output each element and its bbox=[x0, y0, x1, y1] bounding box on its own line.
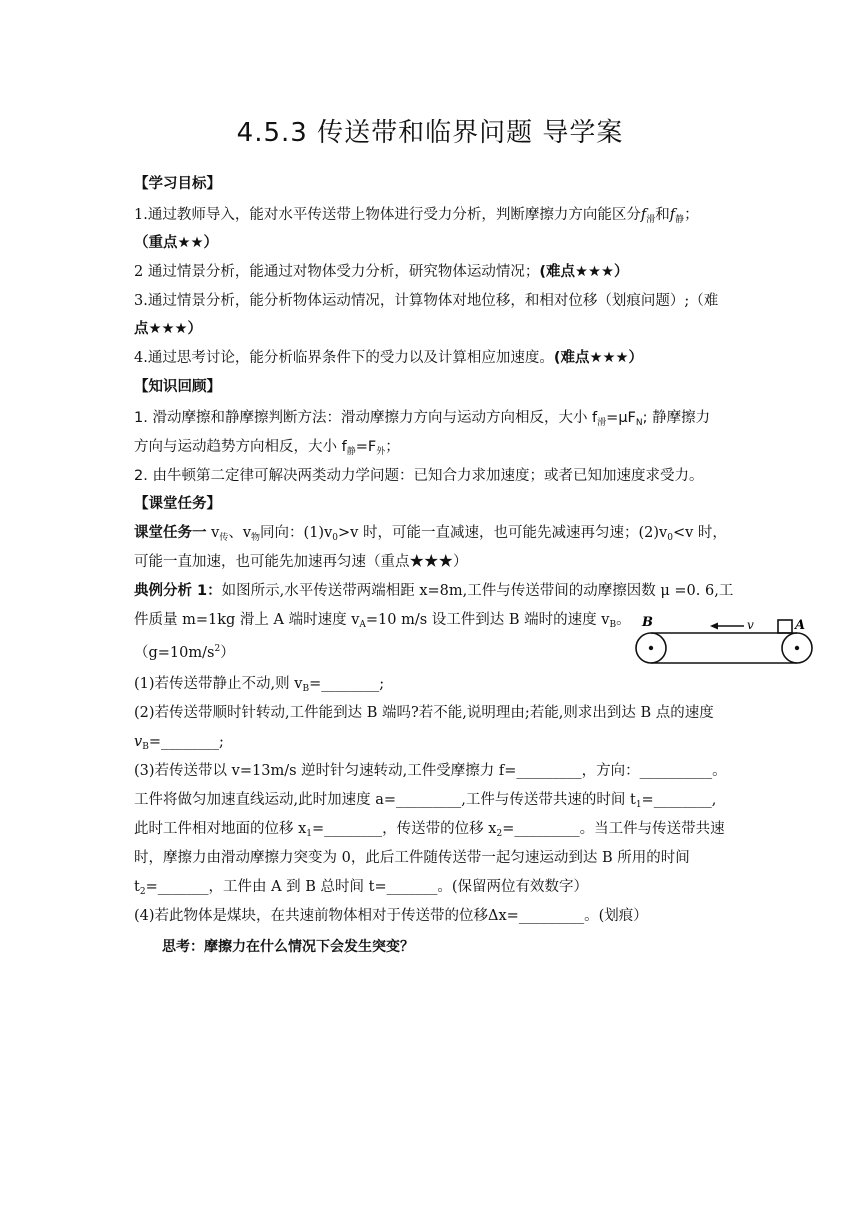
goal-1: 1.通过教师导入，能对水平传送带上物体进行受力分析，判断摩擦力方向能区分$f_滑$和$f_静$； bbox=[134, 207, 699, 225]
example-1: 典例分析 1：如图所示,水平传送带两端相距 x=8m,工件与传送带间的动摩擦因数 μ =0. 6,工 bbox=[134, 583, 734, 599]
question-3-line5: $t_2=\_\_\_\_\_\_\_$，工件由 A 到 B 总时间 t=_______。(保留两位有效数字） bbox=[134, 879, 589, 897]
conveyor-belt-diagram bbox=[632, 612, 818, 672]
question-2: (2)若传送带顺时针转动,工件能到达 B 端吗?若不能,说明理由;若能,则求出到达 B 点的速度 bbox=[134, 705, 714, 721]
workpiece-block bbox=[778, 620, 792, 633]
label-v: v bbox=[747, 618, 754, 632]
example-1-line2: 件质量 m=1kg 滑上 A 端时速度 $v_A=10$ m/s 设工件到达 B 端时的速度 $v_B$。 bbox=[134, 612, 631, 630]
goal-3: 3.通过情景分析，能分析物体运动情况，计算物体对地位移，和相对位移（划痕问题）;（难 bbox=[134, 293, 719, 309]
arrow-head-icon bbox=[710, 623, 718, 630]
task-1-cont: 可能一直加速，也可能先加速再匀速（重点★★★） bbox=[134, 554, 468, 570]
goal-3-level: 点★★★） bbox=[134, 321, 202, 337]
label-b: B bbox=[642, 615, 653, 630]
question-1: (1)若传送带静止不动,则 $v_B=\_\_\_\_\_\_\_\_$; bbox=[134, 676, 385, 694]
review-1-cont: 方向与运动趋势方向相反，大小 $f_静=F_外$； bbox=[134, 439, 400, 457]
question-3-line3: 此时工件相对地面的位移 $x_1=\_\_\_\_\_\_\_\_$，传送带的位移 $x_2=\_\_\_\_\_\_\_\_\_$。当工件与传送带共速 bbox=[134, 821, 725, 839]
page-title: 4.5.3 传送带和临界问题 导学案 bbox=[236, 118, 624, 148]
think-question: 思考：摩擦力在什么情况下会发生突变？ bbox=[162, 939, 414, 955]
review-1: 1. 滑动摩擦和静摩擦判断方法：滑动摩擦力方向与运动方向相反，大小 $f_滑=\mu F_N$; 静摩擦力 bbox=[134, 410, 711, 428]
label-a: A bbox=[795, 618, 806, 633]
question-2-answer: $v_B=\_\_\_\_\_\_\_\_$; bbox=[134, 734, 224, 752]
goals-heading: 【学习目标】 bbox=[134, 176, 221, 192]
goal-2: 2 通过情景分析，能通过对物体受力分析，研究物体运动情况；(难点★★★） bbox=[134, 264, 629, 280]
task-heading: 【课堂任务】 bbox=[134, 496, 221, 512]
goal-4: 4.通过思考讨论，能分析临界条件下的受力以及计算相应加速度。(难点★★★） bbox=[134, 350, 643, 366]
question-4: (4)若此物体是煤块，在共速前物体相对于传送带的位移Δx=_________。(划痕） bbox=[134, 908, 648, 924]
question-3-line4: 时，摩擦力由滑动摩擦力突变为 0，此后工件随传送带一起匀速运动到达 B 所用的时间 bbox=[134, 850, 690, 866]
goal-1-level: （重点★★） bbox=[134, 235, 218, 251]
task-1: 课堂任务一 $v_传$、$v_物$同向：$(1)v_0>v$ 时，可能一直减速，也可能先减速再匀速；$(2)v_0<v$ 时， bbox=[134, 525, 727, 543]
question-3: (3)若传送带以 v=13m/s 逆时针匀速转动,工件受摩擦力 f=_________，方向：__________。 bbox=[134, 763, 727, 779]
review-heading: 【知识回顾】 bbox=[134, 379, 221, 395]
question-3-line2: 工件将做匀加速直线运动,此时加速度 a=_________,工件与传送带共速的时间 $t_1=\_\_\_\_\_\_\_\_$, bbox=[134, 792, 717, 810]
review-2: 2. 由牛顿第二定律可解决两类动力学问题：已知合力求加速度；或者已知加速度求受力。 bbox=[134, 468, 704, 484]
example-gravity: $(g=10m/s^2)$ bbox=[134, 644, 235, 661]
